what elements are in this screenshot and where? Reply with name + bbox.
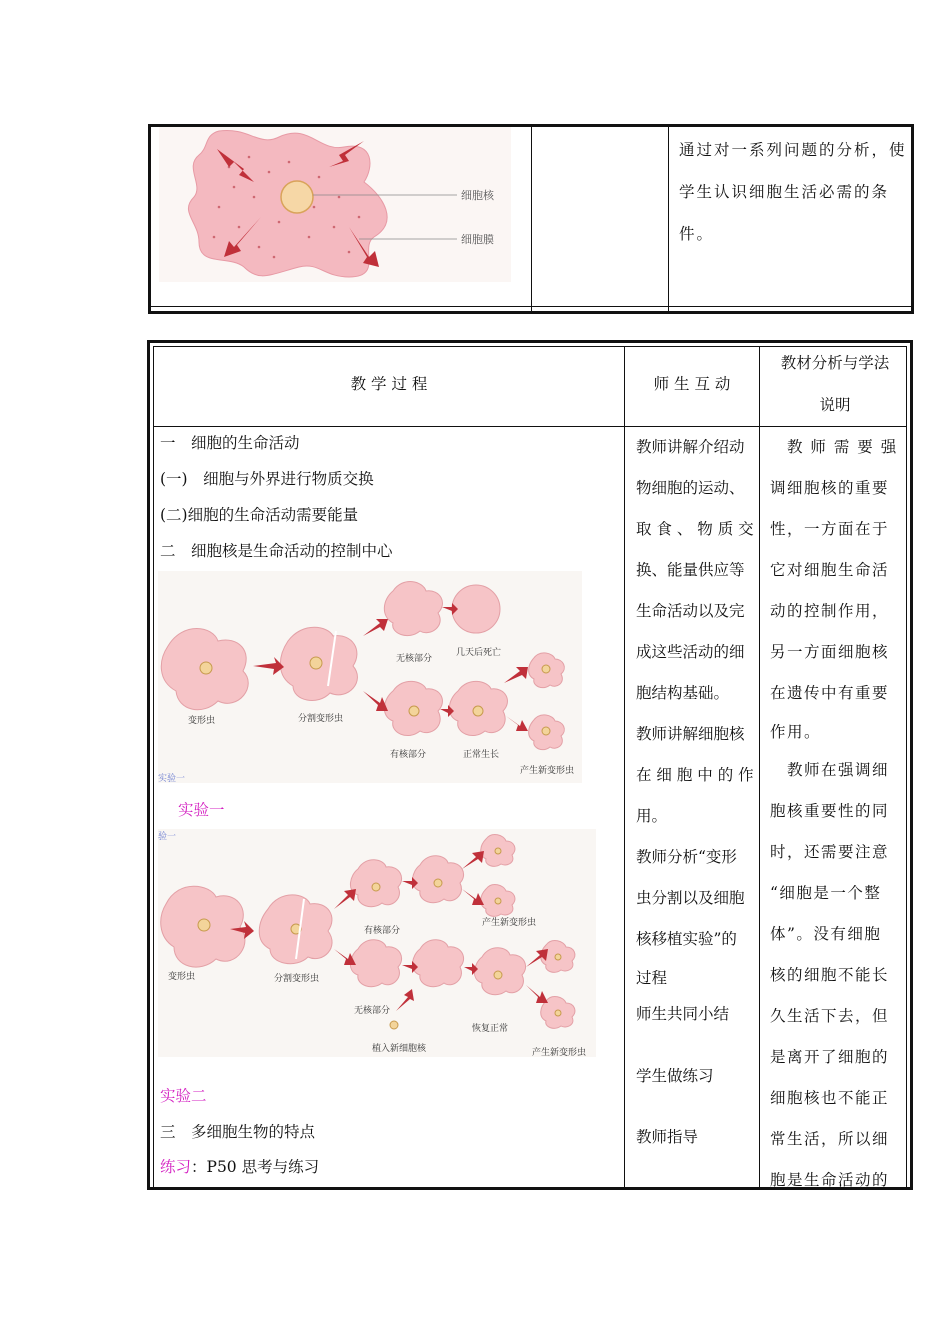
analysis-line: 性，一方面在于: [770, 520, 890, 538]
dead-cell-shape: [452, 585, 500, 633]
nucleus-shape: [409, 706, 419, 716]
header-interaction: 师 生 互 动: [653, 375, 731, 393]
analysis-line: 另一方面细胞核: [770, 643, 890, 661]
main-table: [147, 340, 913, 1190]
exercise-line: [160, 1155, 319, 1177]
interaction-line: 在 细 胞 中 的 作: [636, 766, 754, 784]
label-new-amoeba: 产生新变形虫: [520, 766, 575, 776]
label-amoeba: 变形虫: [188, 716, 216, 726]
analysis-line: 时，还需要注意: [770, 843, 890, 861]
interaction-line: 成这些活动的细: [636, 643, 745, 661]
experiment-one-figure: [158, 571, 582, 783]
interaction-line: 胞结构基础。: [636, 684, 730, 702]
analysis-line: 调细胞核的重要: [770, 479, 890, 497]
experiment-two-caption: 实验二: [160, 1087, 207, 1105]
analysis-line: 久生活下去，但: [770, 1007, 890, 1025]
nucleus-shape: [495, 848, 501, 854]
analysis-line: 作用。: [770, 723, 822, 741]
analysis-line: 常生活，所以细: [770, 1130, 890, 1148]
interaction-line: 教师讲解介绍动: [636, 438, 745, 456]
analysis-line: 核的细胞不能长: [770, 966, 890, 984]
analysis-line: “细胞是一个整: [770, 884, 882, 902]
nucleus-shape: [310, 657, 322, 669]
nucleus-shape: [494, 971, 502, 979]
label-implant: 植入新细胞核: [372, 1044, 427, 1054]
subsection-1-1: (一) 细胞与外界进行物质交换: [160, 470, 374, 488]
nucleus-label: 细胞核: [461, 189, 494, 202]
nucleus-shape: [434, 879, 442, 887]
interaction-line: 教师讲解细胞核: [636, 725, 745, 743]
nucleus-shape: [495, 898, 501, 904]
nucleus-shape: [372, 883, 380, 891]
column-divider: [759, 346, 760, 1187]
implanted-nucleus-shape: [390, 1021, 398, 1029]
interaction-line: 教师指导: [636, 1128, 699, 1146]
nucleus-shape: [542, 727, 550, 735]
header-process: 教 学 过 程: [350, 375, 428, 393]
header-analysis-line2: 说明: [819, 396, 851, 414]
cell-structure-figure: [159, 127, 511, 282]
figure-corner-label: 实验一: [158, 774, 186, 783]
label-normal: 正常生长: [463, 750, 500, 760]
section-heading-2: 二 细胞核是生命活动的控制中心: [160, 542, 393, 560]
analysis-line: 动的控制作用，: [770, 602, 890, 620]
row-divider: [151, 306, 911, 307]
analysis-line: 在遗传中有重要: [770, 684, 890, 702]
analysis-line: 胞是生命活动的: [770, 1171, 890, 1189]
subsection-1-2: (二)细胞的生命活动需要能量: [160, 506, 359, 524]
label-new-amoeba-top: 产生新变形虫: [482, 918, 537, 928]
analysis-line: 教 师 需 要 强: [770, 438, 898, 456]
column-divider: [624, 346, 625, 1187]
nucleus-shape: [555, 954, 561, 960]
column-divider: [531, 127, 532, 311]
label-split: 分割变形虫: [274, 974, 320, 984]
experiment-two-figure: [158, 829, 596, 1057]
figure-corner-label: 验一: [158, 832, 177, 842]
top-table: [148, 124, 914, 314]
exercise-text: ：P50 思考与练习: [191, 1158, 320, 1176]
label-dies: 几天后死亡: [456, 648, 502, 658]
analysis-column: [770, 427, 900, 1201]
analysis-line: 胞核重要性的同: [770, 802, 890, 820]
nucleus-shape: [200, 662, 212, 674]
exercise-label: 练习: [160, 1158, 192, 1176]
label-no-nucleus: 无核部分: [396, 654, 433, 664]
analysis-line: 教师在强调细: [770, 761, 890, 779]
header-analysis-line1: 教材分析与学法: [780, 354, 890, 372]
top-note-text: 通过对一系列问题的分析，使学生认识细胞生活必需的条件。: [679, 141, 907, 243]
analysis-line: 细胞核也不能正: [770, 1089, 890, 1107]
interaction-line: 物细胞的运动、: [636, 479, 745, 497]
membrane-label: 细胞膜: [461, 233, 494, 246]
label-recover: 恢复正常: [472, 1024, 509, 1034]
interaction-line: 生命活动以及完: [636, 602, 745, 620]
nucleus-shape: [281, 181, 313, 213]
label-new-amoeba-bottom: 产生新变形虫: [532, 1048, 587, 1057]
interaction-line: 学生做练习: [636, 1067, 714, 1085]
interaction-line: 师生共同小结: [636, 1005, 730, 1023]
label-no-nucleus: 无核部分: [354, 1006, 391, 1016]
interaction-line: 核移植实验”的: [636, 930, 737, 948]
label-amoeba: 变形虫: [168, 972, 196, 982]
column-divider: [668, 127, 669, 311]
experiment-one-caption: 实验一: [178, 801, 225, 819]
section-heading-1: 一 细胞的生命活动: [160, 434, 300, 452]
nucleus-shape: [198, 919, 210, 931]
interaction-column: [636, 427, 758, 1158]
label-with-nucleus: 有核部分: [364, 926, 401, 936]
nucleus-shape: [473, 706, 483, 716]
analysis-line: 体”。没有细胞: [770, 925, 882, 943]
label-split: 分割变形虫: [298, 714, 344, 724]
interaction-line: 过程: [636, 969, 668, 987]
analysis-line: 它对细胞生命活: [770, 561, 890, 579]
interaction-line: 教师分析“变形: [636, 848, 737, 866]
interaction-line: 换、能量供应等: [636, 561, 745, 579]
section-heading-3: 三 多细胞生物的特点: [160, 1123, 316, 1141]
nucleus-shape: [555, 1010, 561, 1016]
analysis-line: 是离开了细胞的: [770, 1048, 890, 1066]
interaction-line: 虫分割以及细胞: [636, 889, 745, 907]
label-with-nucleus: 有核部分: [390, 750, 427, 760]
interaction-line: 取 食 、 物 质 交: [636, 520, 754, 538]
interaction-line: 用。: [636, 807, 668, 825]
nucleus-shape: [542, 665, 550, 673]
